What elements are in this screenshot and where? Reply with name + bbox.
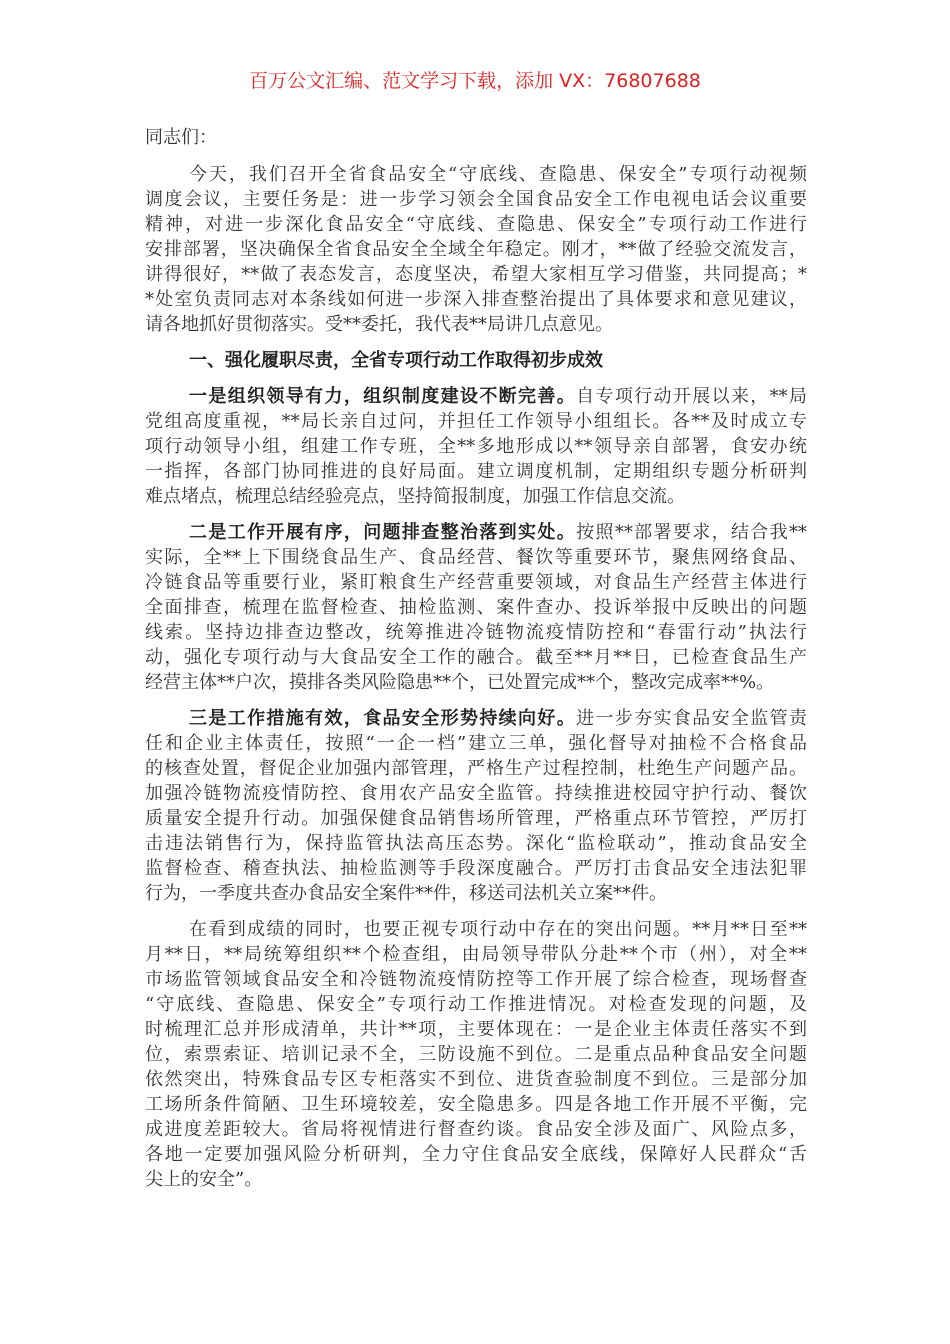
- line-text: 请各地抓好贯彻落实。受**委托，我代表**局讲几点意见。: [145, 314, 613, 335]
- paragraph-line: [145, 706, 807, 731]
- line-text: 线索。坚持边排查边整改，统筹推进冷链物流疫情防控和“春雷行动”执法行: [145, 622, 807, 643]
- line-text: 各地一定要加强风险分析研判，全力守住食品安全底线，保障好人民群众“舌: [145, 1144, 807, 1165]
- line-text: 全面排查，梳理在监督检查、抽检监测、案件查办、投诉举报中反映出的问题: [145, 597, 807, 618]
- line-text: 成进度差距较大。省局将视情进行督查约谈。食品安全涉及面广、风险点多，: [145, 1119, 807, 1140]
- line-text: 工场所条件简陋、卫生环境较差，安全隐患多。四是各地工作开展不平衡，完: [145, 1094, 807, 1115]
- paragraph-line: [145, 384, 807, 409]
- line-text: 党组高度重视，**局长亲自过问，并担任工作领导小组组长。各**及时成立专: [145, 411, 807, 432]
- greeting: 同志们：: [145, 127, 217, 148]
- paragraph-line: [145, 756, 807, 781]
- line-text: 市场监管领域食品安全和冷链物流疫情防控等工作开展了综合检查，现场督查: [145, 969, 807, 990]
- paragraph-line: [145, 187, 807, 212]
- paragraph-line: [145, 992, 807, 1017]
- line-text: 质量安全提升行动。加强保健食品销售场所管理，严格重点环节管控，严厉打: [145, 808, 807, 829]
- paragraph-lead: 三是工作措施有效，食品安全形势持续向好。: [189, 708, 577, 729]
- line-text: 尖上的安全”。: [145, 1169, 263, 1190]
- paragraph-line: [145, 967, 807, 992]
- paragraph-line: [145, 287, 807, 312]
- paragraph-line: [145, 942, 807, 967]
- paragraph-line: [145, 434, 807, 459]
- paragraph: [145, 520, 807, 695]
- paragraph-line: [145, 645, 807, 670]
- line-text: 月**日，**局统筹组织**个检查组，由局领导带队分赴**个市（州），对全**: [145, 944, 807, 965]
- paragraph-line: [145, 545, 807, 570]
- line-text: 难点堵点，梳理总结经验亮点，坚持简报制度，加强工作信息交流。: [145, 486, 685, 507]
- line-text: 的核查处置，督促企业加强内部管理，严格生产过程控制，杜绝生产问题产品。: [145, 758, 807, 779]
- paragraph: [145, 384, 807, 509]
- paragraph: [145, 917, 807, 1192]
- paragraph-line: [145, 731, 807, 756]
- paragraph-line: [145, 781, 807, 806]
- paragraph-line: [145, 409, 807, 434]
- paragraph-line: [145, 595, 807, 620]
- paragraph-line: [145, 212, 807, 237]
- line-text: 在看到成绩的同时，也要正视专项行动中存在的突出问题。**月**日至**: [189, 919, 807, 940]
- line-text: 实际，全**上下围绕食品生产、食品经营、餐饮等重要环节，聚焦网络食品、: [145, 547, 807, 568]
- line-text: 进一步夯实食品安全监管责: [576, 708, 808, 729]
- line-text: *处室负责同志对本条线如何进一步深入排查整治提出了具体要求和意见建议，: [145, 289, 807, 310]
- paragraph-line: [145, 459, 807, 484]
- line-text: 自专项行动开展以来，**局: [576, 386, 808, 407]
- document-body: [145, 125, 807, 1203]
- line-text: 讲得很好，**做了表态发言，态度坚决，希望大家相互学习借鉴，共同提高；*: [145, 264, 807, 285]
- line-text: 今天，我们召开全省食品安全“守底线、查隐患、保安全”专项行动视频: [189, 164, 807, 185]
- line-text: “守底线、查隐患、保安全”专项行动工作推进情况。对检查发现的问题，及: [145, 994, 807, 1015]
- paragraph: [145, 162, 807, 337]
- paragraph-line: [145, 856, 807, 881]
- paragraph-line: [145, 312, 807, 337]
- line-text: 精神，对进一步深化食品安全“守底线、查隐患、保安全”专项行动工作进行: [145, 214, 807, 235]
- line-text: 安排部署，坚决确保全省食品安全全域全年稳定。刚才，**做了经验交流发言，: [145, 239, 807, 260]
- line-text: 调度会议，主要任务是：进一步学习领会全国食品安全工作电视电话会议重要: [145, 189, 807, 210]
- paragraph-line: [145, 881, 807, 906]
- paragraph-lead: 二是工作开展有序，问题排查整治落到实处。: [189, 522, 577, 543]
- line-text: 行为，一季度共查办食品安全案件**件，移送司法机关立案**件。: [145, 883, 667, 904]
- paragraph-line: [145, 262, 807, 287]
- paragraph-line: [145, 917, 807, 942]
- line-text: 位，索票索证、培训记录不全，三防设施不到位。二是重点品种食品安全问题: [145, 1044, 807, 1065]
- paragraph-line: [145, 162, 807, 187]
- line-text: 项行动领导小组，组建工作专班，全**多地形成以**领导亲自部署，食安办统: [145, 436, 807, 457]
- paragraph-line: [145, 570, 807, 595]
- paragraph-line: [145, 1117, 807, 1142]
- paragraph-line: [145, 806, 807, 831]
- line-text: 加强冷链物流疫情防控、食用农产品安全监管。持续推进校园守护行动、餐饮: [145, 783, 807, 804]
- line-text: 一指挥，各部门协同推进的良好局面。建立调度机制，定期组织专题分析研判: [145, 461, 807, 482]
- line-text: 任和企业主体责任，按照“一企一档”建立三单，强化督导对抽检不合格食品: [145, 733, 807, 754]
- paragraph: [145, 706, 807, 906]
- paragraph-line: [145, 831, 807, 856]
- line-text: 监督检查、稽查执法、抽检监测等手段深度融合。严厉打击食品安全违法犯罪: [145, 858, 807, 879]
- section-heading: 一、强化履职尽责，全省专项行动工作取得初步成效: [189, 350, 603, 371]
- paragraph-line: [145, 1042, 807, 1067]
- line-text: 动，强化专项行动与大食品安全工作的融合。截至**月**日，已检查食品生产: [145, 647, 807, 668]
- paragraph-lead: 一是组织领导有力，组织制度建设不断完善。: [189, 386, 577, 407]
- line-text: 冷链食品等重要行业，紧盯粮食生产经营重要领域，对食品生产经营主体进行: [145, 572, 807, 593]
- paragraph-line: [145, 520, 807, 545]
- paragraph-line: [145, 1017, 807, 1042]
- paragraph-line: [145, 1067, 807, 1092]
- paragraph-line: [145, 670, 807, 695]
- paragraph-line: [145, 1167, 807, 1192]
- paragraph-line: [145, 484, 807, 509]
- line-text: 时梳理汇总并形成清单，共计**项，主要体现在：一是企业主体责任落实不到: [145, 1019, 807, 1040]
- paragraph-line: [145, 1092, 807, 1117]
- line-text: 依然突出，特殊食品专区专柜落实不到位、进货查验制度不到位。三是部分加: [145, 1069, 807, 1090]
- paragraph-line: [145, 1142, 807, 1167]
- line-text: 按照**部署要求，结合我**: [576, 522, 808, 543]
- line-text: 击违法销售行为，保持监管执法高压态势。深化“监检联动”，推动食品安全: [145, 833, 807, 854]
- paragraph-line: [145, 620, 807, 645]
- document-blocks: [145, 162, 807, 1192]
- paragraph-line: [145, 237, 807, 262]
- watermark-banner: 百万公文汇编、范文学习下载，添加 VX：76807688: [249, 70, 701, 92]
- line-text: 经营主体**户次，摸排各类风险隐患**个，已处置完成**个，整改完成率**%。: [145, 672, 775, 693]
